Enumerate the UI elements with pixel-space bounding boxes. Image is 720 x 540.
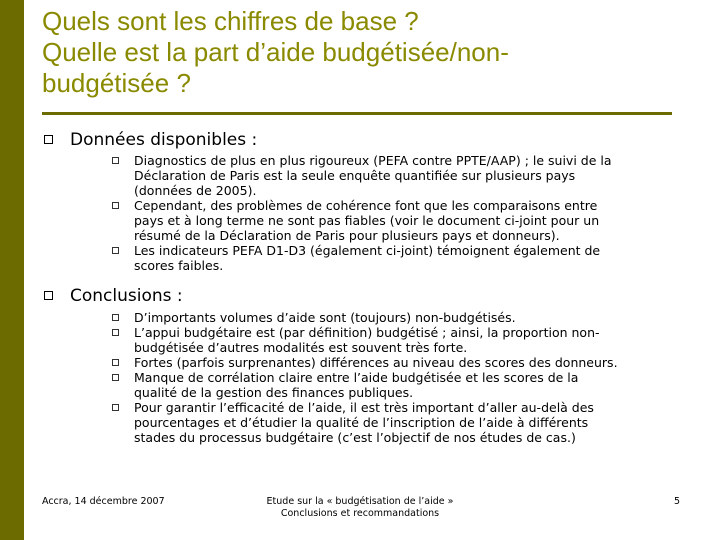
- square-bullet-icon: [44, 135, 53, 144]
- title-line-1: Quels sont les chiffres de base ?: [42, 6, 419, 36]
- footer-date: Accra, 14 décembre 2007: [42, 496, 165, 507]
- square-bullet-icon: [112, 247, 119, 254]
- item-line: Les indicateurs PEFA D1-D3 (également ci-joint) témoignent également de: [134, 243, 601, 258]
- square-bullet-icon: [112, 374, 119, 381]
- item-line: Cependant, des problèmes de cohérence font que les comparaisons entre: [134, 198, 598, 213]
- item-line: Diagnostics de plus en plus rigoureux (PEFA contre PPTE/AAP) ; le suivi de la: [134, 153, 612, 168]
- item-line: D’importants volumes d’aide sont (toujours) non-budgétisés.: [134, 310, 516, 325]
- list-item: [112, 153, 682, 198]
- item-line: scores faibles.: [134, 258, 224, 273]
- donnees-list: [112, 153, 682, 273]
- square-bullet-icon: [112, 329, 119, 336]
- list-item: [112, 198, 682, 243]
- square-bullet-icon: [112, 202, 119, 209]
- title-underline: [42, 112, 672, 115]
- list-item: [112, 355, 682, 370]
- title-line-3: budgétisée ?: [42, 68, 191, 98]
- list-item: [112, 325, 682, 355]
- left-accent-bar: [0, 0, 24, 540]
- title-line-2: Quelle est la part d’aide budgétisée/non-: [42, 37, 509, 67]
- item-line: qualité de la gestion des finances publiques.: [134, 385, 414, 400]
- item-line: L’appui budgétaire est (par définition) budgétisé ; ainsi, la proportion non-: [134, 325, 600, 340]
- list-item: [112, 400, 682, 445]
- item-line: (données de 2005).: [134, 183, 257, 198]
- item-line: budgétisée d’autres modalités est souvent très forte.: [134, 340, 468, 355]
- conclusions-list: [112, 310, 682, 445]
- list-item: [112, 310, 682, 325]
- item-line: pays et à long terme ne sont pas fiables (voir le document ci-joint pour un: [134, 213, 600, 228]
- footer-study-title: Etude sur la « budgétisation de l’aide »: [266, 496, 454, 507]
- item-line: Manque de corrélation claire entre l’aide budgétisée et les scores de la: [134, 370, 579, 385]
- square-bullet-icon: [112, 157, 119, 164]
- square-bullet-icon: [112, 314, 119, 321]
- list-item: [112, 243, 682, 273]
- square-bullet-icon: [112, 359, 119, 366]
- list-item: [112, 370, 682, 400]
- square-bullet-icon: [44, 291, 53, 300]
- slide-title: [42, 6, 682, 99]
- footer-subtitle: Conclusions et recommandations: [280, 508, 440, 519]
- page-number: 5: [673, 496, 680, 507]
- item-line: stades du processus budgétaire (c’est l’objectif de nos études de cas.): [134, 430, 576, 445]
- footer-center: [200, 496, 520, 520]
- square-bullet-icon: [112, 404, 119, 411]
- section-heading-text: Conclusions :: [70, 286, 183, 306]
- item-line: Pour garantir l’efficacité de l’aide, il est très important d’aller au-delà des: [134, 400, 594, 415]
- section-heading-text: Données disponibles :: [70, 130, 258, 150]
- item-line: Fortes (parfois surprenantes) différences au niveau des scores des donneurs.: [134, 355, 618, 370]
- item-line: pourcentages et d’étudier la qualité de l’inscription de l’aide à différents: [134, 415, 589, 430]
- item-line: résumé de la Déclaration de Paris pour plusieurs pays et donneurs).: [134, 228, 560, 243]
- item-line: Déclaration de Paris est la seule enquête quantifiée sur plusieurs pays: [134, 168, 576, 183]
